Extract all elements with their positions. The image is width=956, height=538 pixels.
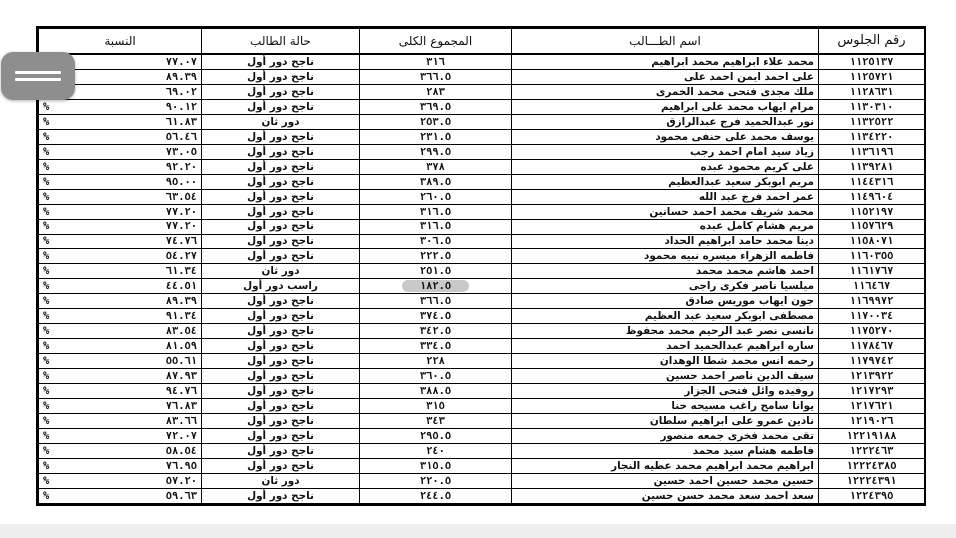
- table-row: [39, 249, 925, 264]
- total-score-cell: [360, 399, 512, 414]
- student-status-cell: ناجح دور أول: [202, 413, 360, 428]
- total-score-cell: [360, 84, 512, 99]
- total-score-value: ٣٦٦.٥: [419, 70, 452, 83]
- total-score-cell: [360, 324, 512, 339]
- percent-symbol: %: [43, 175, 50, 188]
- total-score-cell: [360, 339, 512, 354]
- student-name-cell: فاطمه هشام سيد محمد: [512, 443, 819, 458]
- percentage-value: ٤٤.٥١: [165, 280, 197, 293]
- percentage-cell: [39, 324, 202, 339]
- student-status-cell: ناجح دور أول: [202, 144, 360, 159]
- total-score-value: ٣١٦.٥: [419, 205, 452, 218]
- total-score-header: المجموع الكلى: [360, 29, 512, 55]
- student-name-cell: ميلسيا ناصر فكرى راجى: [512, 279, 819, 294]
- table-row: [39, 54, 925, 70]
- student-status-cell: ناجح دور أول: [202, 369, 360, 384]
- student-name-cell: زياد سيد امام احمد رجب: [512, 144, 819, 159]
- student-name-cell: فاطمه الزهراء ميسره نبيه محمود: [512, 249, 819, 264]
- percentage-value: ٧٢.٠٧: [165, 429, 197, 442]
- seat-number-cell: ١٢١٩٠٢٦: [819, 413, 925, 428]
- percent-symbol: %: [43, 384, 50, 397]
- percentage-value: ٦١.٣٤: [165, 265, 197, 278]
- percentage-value: ٥٩.٦٣: [165, 489, 197, 502]
- seat-number-cell: ١١٦٤٦٧: [819, 279, 925, 294]
- percent-symbol: %: [43, 145, 50, 158]
- percentage-cell: [39, 339, 202, 354]
- percentage-cell: [39, 174, 202, 189]
- seat-number-cell: ١١٣٩٢٨١: [819, 159, 925, 174]
- menu-handle-button[interactable]: [1, 52, 75, 100]
- percent-symbol: %: [43, 429, 50, 442]
- percentage-cell: [39, 99, 202, 114]
- table-row: [39, 369, 925, 384]
- total-score-value: ٣٠٦.٥: [419, 235, 452, 248]
- student-status-cell: ناجح دور أول: [202, 458, 360, 473]
- percent-symbol: %: [43, 370, 50, 383]
- percentage-cell: [39, 458, 202, 473]
- student-status-cell: ناجح دور أول: [202, 174, 360, 189]
- percent-symbol: %: [43, 444, 50, 457]
- percentage-value: ٨٧.٩٣: [165, 370, 197, 383]
- percent-symbol: %: [43, 474, 50, 487]
- seat-number-cell: ١١٧٩٧٤٢: [819, 354, 925, 369]
- table-row: [39, 428, 925, 443]
- table-row: [39, 129, 925, 144]
- student-status-cell: ناجح دور أول: [202, 488, 360, 503]
- total-score-value: ٣٤٣: [426, 414, 445, 427]
- percent-symbol: %: [43, 265, 50, 278]
- student-name-cell: رحمه انس محمد شطا الوهدان: [512, 354, 819, 369]
- total-score-cell: [360, 234, 512, 249]
- student-name-cell: على كريم محمود عبده: [512, 159, 819, 174]
- student-status-cell: ناجح دور أول: [202, 399, 360, 414]
- bottom-strip: [0, 524, 956, 538]
- seat-number-cell: ١١٣٠٣١٠: [819, 99, 925, 114]
- percentage-value: ٧٧.٢٠: [165, 205, 197, 218]
- seat-number-cell: ١١٢٨٦٣١: [819, 84, 925, 99]
- total-score-cell: [360, 204, 512, 219]
- table-row: [39, 264, 925, 279]
- table-row: [39, 174, 925, 189]
- table-row: [39, 458, 925, 473]
- seat-number-header: رقم الجلوس: [819, 29, 925, 55]
- seat-number-cell: ١٢١٧٦٢١: [819, 399, 925, 414]
- student-status-cell: ناجح دور أول: [202, 249, 360, 264]
- total-score-value: ٣١٦: [426, 55, 445, 68]
- percent-symbol: %: [43, 414, 50, 427]
- table-row: [39, 488, 925, 503]
- total-score-cell: [360, 54, 512, 70]
- total-score-cell: [360, 309, 512, 324]
- seat-number-cell: ١١٧٠٠٣٤: [819, 309, 925, 324]
- percentage-value: ٥٦.٤٦: [165, 130, 197, 143]
- total-score-value: ٣١٥: [426, 399, 445, 412]
- results-body: [39, 54, 925, 504]
- table-row: [39, 204, 925, 219]
- percentage-value: ٥٥.٦١: [165, 355, 197, 368]
- student-status-cell: ناجح دور أول: [202, 159, 360, 174]
- table-row: [39, 384, 925, 399]
- total-score-value: ٢٨٣: [426, 85, 445, 98]
- total-score-value: ٢٥٣.٥: [419, 115, 452, 128]
- total-score-cell: [360, 249, 512, 264]
- student-status-cell: ناجح دور أول: [202, 84, 360, 99]
- percentage-cell: [39, 443, 202, 458]
- seat-number-cell: ١١٦٩٩٧٢: [819, 294, 925, 309]
- student-name-cell: ملك مجدى فتحى محمد الخمرى: [512, 84, 819, 99]
- total-score-value: ٣٨٩.٥: [419, 175, 452, 188]
- results-sheet: [36, 26, 926, 506]
- student-name-cell: تقى محمد فخرى جمعه منصور: [512, 428, 819, 443]
- table-row: [39, 99, 925, 114]
- student-name-cell: احمد هاشم محمد محمد: [512, 264, 819, 279]
- total-score-value: ٣١٦.٥: [419, 220, 452, 233]
- percentage-cell: [39, 279, 202, 294]
- student-name-cell: نانسى نصر عبد الرحيم محمد محفوظ: [512, 324, 819, 339]
- percentage-value: ٦٩.٠٢: [165, 85, 197, 98]
- percent-symbol: %: [43, 235, 50, 248]
- table-row: [39, 189, 925, 204]
- student-name-cell: يوسف محمد على حنفى محمود: [512, 129, 819, 144]
- percentage-value: ٨١.٥٩: [165, 340, 197, 353]
- percentage-cell: [39, 399, 202, 414]
- student-name-cell: دينا محمد حامد ابراهيم الحداد: [512, 234, 819, 249]
- percentage-value: ٨٣.٥٤: [165, 325, 197, 338]
- percentage-cell: [39, 114, 202, 129]
- percentage-cell: [39, 473, 202, 488]
- seat-number-cell: ١١٥٨٠٧١: [819, 234, 925, 249]
- percent-symbol: %: [43, 399, 50, 412]
- percentage-value: ٧٣.٠٥: [165, 145, 197, 158]
- student-name-cell: محمد شريف محمد احمد حسانين: [512, 204, 819, 219]
- seat-number-cell: ١٢٢١٩١٨٨: [819, 428, 925, 443]
- total-score-value: ٣٧٨: [426, 160, 445, 173]
- student-name-cell: روفيده وائل فتحى الجزار: [512, 384, 819, 399]
- percentage-value: ٧٦.٨٣: [165, 399, 197, 412]
- total-score-cell: [360, 114, 512, 129]
- total-score-value: ٣٣٤.٥: [419, 340, 452, 353]
- table-row: [39, 70, 925, 85]
- percent-symbol: %: [43, 280, 50, 293]
- total-score-value: ٣٦٠.٥: [419, 370, 452, 383]
- percentage-value: ٩٤.٧٦: [165, 384, 197, 397]
- header-row: [39, 29, 925, 55]
- percentage-value: ٨٣.٦٦: [165, 414, 197, 427]
- student-status-cell: ناجح دور أول: [202, 204, 360, 219]
- seat-number-cell: ١٢١٧٢٩٣: [819, 384, 925, 399]
- table-row: [39, 339, 925, 354]
- student-name-cell: مصطفى ابوبكر سعيد عبد العظيم: [512, 309, 819, 324]
- student-status-cell: ناجح دور أول: [202, 189, 360, 204]
- seat-number-cell: ١٢٢٤٣٩٥: [819, 488, 925, 503]
- percentage-cell: [39, 488, 202, 503]
- total-score-cell: [360, 144, 512, 159]
- student-name-cell: مرام ايهاب محمد على ابراهيم: [512, 99, 819, 114]
- student-status-cell: ناجح دور أول: [202, 354, 360, 369]
- percent-symbol: %: [43, 355, 50, 368]
- student-status-cell: دور ثان: [202, 264, 360, 279]
- total-score-cell: [360, 99, 512, 114]
- percentage-value: ٧٤.٧٦: [165, 235, 197, 248]
- table-row: [39, 473, 925, 488]
- total-score-value: ٢٩٥.٥: [419, 429, 452, 442]
- table-row: [39, 309, 925, 324]
- total-score-cell: [360, 219, 512, 234]
- total-score-value: ٣١٥.٥: [419, 459, 452, 472]
- seat-number-cell: ١١٥٢١٩٧: [819, 204, 925, 219]
- student-name-cell: ساره ابراهيم عبدالحميد احمد: [512, 339, 819, 354]
- percentage-cell: [39, 384, 202, 399]
- seat-number-cell: ١١٣٤٢٢٠: [819, 129, 925, 144]
- table-row: [39, 443, 925, 458]
- total-score-value: ٢٢٨: [426, 355, 445, 368]
- total-score-value: ٢٤٠: [426, 444, 445, 457]
- student-status-header: حالة الطالب: [202, 29, 360, 55]
- student-name-cell: عمر احمد فرج عبد الله: [512, 189, 819, 204]
- percentage-value: ٧٧.٢٠: [165, 220, 197, 233]
- student-status-cell: ناجح دور أول: [202, 309, 360, 324]
- percentage-value: ٧٦.٩٥: [165, 459, 197, 472]
- student-name-cell: نادين عمرو على ابراهيم سلطان: [512, 413, 819, 428]
- table-row: [39, 354, 925, 369]
- student-name-cell: سعد احمد سعد محمد حسن حسين: [512, 488, 819, 503]
- seat-number-cell: ١٢٢٢٤٣٩١: [819, 473, 925, 488]
- percentage-cell: [39, 413, 202, 428]
- seat-number-cell: ١١٦٠٣٥٥: [819, 249, 925, 264]
- student-name-cell: محمد علاء ابراهيم محمد ابراهيم: [512, 54, 819, 70]
- percent-symbol: %: [43, 220, 50, 233]
- percentage-value: ٨٩.٣٩: [165, 70, 197, 83]
- percentage-cell: [39, 204, 202, 219]
- seat-number-cell: ١١٤٩٦٠٤: [819, 189, 925, 204]
- student-status-cell: راسب دور أول: [202, 279, 360, 294]
- percent-symbol: %: [43, 310, 50, 323]
- total-score-cell: [360, 159, 512, 174]
- percentage-cell: [39, 294, 202, 309]
- total-score-cell: [360, 354, 512, 369]
- total-score-cell: [360, 473, 512, 488]
- total-score-value: ٣٨٨.٥: [419, 384, 452, 397]
- percentage-cell: [39, 159, 202, 174]
- seat-number-cell: ١٢٢٢٤٦٣: [819, 443, 925, 458]
- percentage-value: ٩١.٣٤: [165, 310, 197, 323]
- percent-symbol: %: [43, 115, 50, 128]
- student-status-cell: ناجح دور أول: [202, 54, 360, 70]
- student-status-cell: ناجح دور أول: [202, 70, 360, 85]
- student-name-cell: حسين محمد حسين احمد حسين: [512, 473, 819, 488]
- seat-number-cell: ١١٦١٧٦٧: [819, 264, 925, 279]
- total-score-cell: [360, 488, 512, 503]
- table-row: [39, 413, 925, 428]
- student-status-cell: دور ثان: [202, 473, 360, 488]
- total-score-value: ٢٢٠.٥: [419, 474, 452, 487]
- percent-symbol: %: [43, 130, 50, 143]
- student-name-cell: يوانا سامح راغب مسيحه حنا: [512, 399, 819, 414]
- student-status-cell: ناجح دور أول: [202, 324, 360, 339]
- percent-symbol: %: [43, 205, 50, 218]
- percent-symbol: %: [43, 160, 50, 173]
- percent-symbol: %: [43, 250, 50, 263]
- table-row: [39, 144, 925, 159]
- total-score-value: ٢٩٩.٥: [419, 145, 452, 158]
- total-score-cell: [360, 129, 512, 144]
- student-status-cell: ناجح دور أول: [202, 99, 360, 114]
- total-score-cell: [360, 443, 512, 458]
- table-row: [39, 159, 925, 174]
- student-status-cell: ناجح دور أول: [202, 219, 360, 234]
- percentage-value: ٩٢.٢٠: [165, 160, 197, 173]
- student-name-cell: سيف الدين ناصر احمد حسين: [512, 369, 819, 384]
- student-name-cell: نور عبدالحميد فرج عبدالرازق: [512, 114, 819, 129]
- percentage-cell: [39, 189, 202, 204]
- student-name-cell: مريم هشام كامل عبده: [512, 219, 819, 234]
- seat-number-cell: ١٢١٣٩٢٢: [819, 369, 925, 384]
- student-status-cell: ناجح دور أول: [202, 339, 360, 354]
- total-score-value: ٣٦٩.٥: [419, 100, 452, 113]
- percent-symbol: %: [43, 295, 50, 308]
- percent-symbol: %: [43, 100, 50, 113]
- table-row: [39, 114, 925, 129]
- student-name-cell: جون ايهاب موريس صادق: [512, 294, 819, 309]
- seat-number-cell: ١١٣٦١٩٦: [819, 144, 925, 159]
- total-score-cell: [360, 413, 512, 428]
- percent-symbol: %: [43, 325, 50, 338]
- table-row: [39, 234, 925, 249]
- table-row: [39, 399, 925, 414]
- percentage-value: ٩٠.١٢: [165, 100, 197, 113]
- percentage-header: النسبة: [39, 29, 202, 55]
- total-score-cell: [360, 294, 512, 309]
- total-score-cell: [360, 189, 512, 204]
- table-row: [39, 324, 925, 339]
- total-score-cell: [360, 384, 512, 399]
- percentage-value: ٥٨.٥٤: [165, 444, 197, 457]
- percentage-cell: [39, 234, 202, 249]
- percentage-value: ٥٧.٢٠: [165, 474, 197, 487]
- total-score-value: ٣٦٦.٥: [419, 295, 452, 308]
- seat-number-cell: ١٢٢٢٤٣٨٥: [819, 458, 925, 473]
- total-score-value: ٢٢٢.٥: [419, 250, 452, 263]
- percentage-cell: [39, 129, 202, 144]
- student-name-cell: ابراهيم محمد ابراهيم محمد عطيه النجار: [512, 458, 819, 473]
- total-score-cell: [360, 264, 512, 279]
- percentage-cell: [39, 354, 202, 369]
- hamburger-bar-icon: [15, 71, 61, 74]
- student-status-cell: ناجح دور أول: [202, 384, 360, 399]
- seat-number-cell: ١١٢٥٧٢١: [819, 70, 925, 85]
- student-status-cell: ناجح دور أول: [202, 234, 360, 249]
- student-status-cell: ناجح دور أول: [202, 443, 360, 458]
- seat-number-cell: ١١٤٤٣١٦: [819, 174, 925, 189]
- total-score-cell: [360, 70, 512, 85]
- student-status-cell: ناجح دور أول: [202, 129, 360, 144]
- total-score-value: ٢٤٤.٥: [419, 489, 452, 502]
- percentage-value: ٥٤.٢٧: [165, 250, 197, 263]
- student-name-cell: مريم ابوبكر سعيد عبدالعظيم: [512, 174, 819, 189]
- total-score-value: ٣٧٤.٥: [419, 310, 452, 323]
- total-score-value: ٣٤٢.٥: [419, 325, 452, 338]
- total-score-cell: [360, 428, 512, 443]
- total-score-value: ٢٥١.٥: [419, 265, 452, 278]
- total-score-value: ٢٦٠.٥: [419, 190, 452, 203]
- percentage-value: ٨٩.٣٩: [165, 295, 197, 308]
- percentage-cell: [39, 369, 202, 384]
- percentage-value: ٦١.٨٣: [165, 115, 197, 128]
- total-score-value: ١٨٢.٥: [402, 280, 469, 292]
- percent-symbol: %: [43, 340, 50, 353]
- percentage-cell: [39, 309, 202, 324]
- percent-symbol: %: [43, 489, 50, 502]
- percentage-cell: [39, 264, 202, 279]
- student-status-cell: دور ثان: [202, 114, 360, 129]
- seat-number-cell: ١١٥٧٦٢٩: [819, 219, 925, 234]
- seat-number-cell: ١١٧٨٤٦٧: [819, 339, 925, 354]
- seat-number-cell: ١١٧٥٢٧٠: [819, 324, 925, 339]
- total-score-cell: [360, 458, 512, 473]
- student-name-cell: على احمد ايمن احمد على: [512, 70, 819, 85]
- percentage-cell: [39, 428, 202, 443]
- table-row: [39, 279, 925, 294]
- student-name-header: اسم الطـــالب: [512, 29, 819, 55]
- seat-number-cell: ١١٢٥١٣٧: [819, 54, 925, 70]
- student-status-cell: ناجح دور أول: [202, 428, 360, 443]
- total-score-cell: [360, 174, 512, 189]
- student-status-cell: ناجح دور أول: [202, 294, 360, 309]
- percentage-value: ٧٧.٠٧: [165, 55, 197, 68]
- seat-number-cell: ١١٣٢٥٢٢: [819, 114, 925, 129]
- percentage-cell: [39, 144, 202, 159]
- percent-symbol: %: [43, 459, 50, 472]
- total-score-cell: [360, 369, 512, 384]
- table-row: [39, 219, 925, 234]
- percentage-cell: [39, 219, 202, 234]
- table-row: [39, 84, 925, 99]
- total-score-cell: [360, 279, 512, 294]
- results-table: [38, 28, 925, 504]
- percentage-cell: [39, 249, 202, 264]
- total-score-value: ٢٣١.٥: [419, 130, 452, 143]
- hamburger-bar-icon: [15, 78, 61, 81]
- table-row: [39, 294, 925, 309]
- percentage-value: ٩٥.٠٠: [165, 175, 197, 188]
- percent-symbol: %: [43, 190, 50, 203]
- percentage-value: ٦٣.٥٤: [165, 190, 197, 203]
